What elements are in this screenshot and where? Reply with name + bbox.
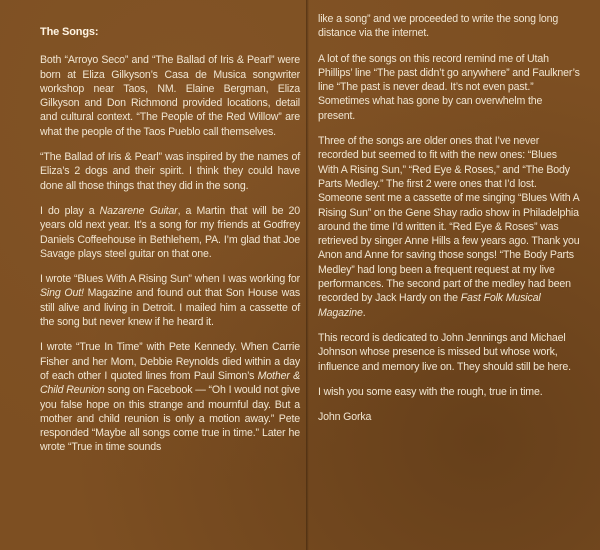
text-segment: , a Martin that will be 20 years old next year. It’s a song for my friends at Godfrey Daniels Coffeehouse in Bethlehem, PA. I’m glad that Joe Savage plays steel guitar on that one.	[40, 204, 300, 260]
paragraph-arroyo-seco: Both “Arroyo Seco” and “The Ballad of Iris & Pearl” were born at Eliza Gilkyson’s Casa de Musica songwriter workshop near Taos, NM. Elaine Bergman, Eliza Gilkyson and Don Richmond provided locations, detail and cultural context. “The People of the Red Willow” are what the people of the Taos Pueblo call themselves.	[40, 54, 300, 138]
left-column	[40, 12, 300, 466]
italic-title: Fast Folk Musical Magazine	[318, 292, 541, 319]
text-segment: Magazine and found out that Son House was still alive and living in Detroit. I mailed him a cassette of the song but never knew if he heard it.	[40, 287, 300, 329]
paragraph-nazarene-guitar	[40, 204, 300, 261]
right-column	[318, 12, 580, 435]
text-segment: .	[362, 306, 366, 319]
paragraph-closing-wish: I wish you some easy with the rough, true in time.	[318, 385, 543, 398]
paragraph-true-in-time	[40, 340, 300, 454]
paragraph-older-songs	[318, 134, 580, 320]
section-heading: The Songs:	[40, 26, 99, 38]
page-fold	[306, 0, 309, 550]
italic-title: Mother & Child Reunion	[40, 369, 301, 397]
italic-title: Nazarene Guitar	[99, 204, 178, 217]
paragraph-dedication: This record is dedicated to John Jennings and Michael Johnson whose presence is missed but whose work, influence and memory live on. They should still be here.	[318, 331, 571, 373]
signature: John Gorka	[318, 411, 372, 424]
paragraph-rising-sun	[40, 272, 300, 329]
italic-title: Sing Out!	[40, 287, 84, 300]
paragraph-continuation: like a song” and we proceeded to write the song long distance via the internet.	[318, 13, 559, 40]
text-segment: I wrote “Blues With A Rising Sun” when I was working for	[40, 273, 300, 286]
paragraph-past: A lot of the songs on this record remind me of Utah Phillips’ line “The past didn’t go anywhere” and Faulkner’s line “The past is never dead. It’s not even past.” Sometimes what has gone by can overwhelm the present.	[318, 52, 580, 122]
text-segment: song on Facebook — “Oh I would not give you false hope on this strange and mournful day. But a mother and child reunion is only a motion away.” Pete responded “Maybe all songs come true in time.” Later he wrote “True in time sounds	[40, 384, 300, 454]
paragraph-iris-pearl: “The Ballad of Iris & Pearl” was inspired by the names of Eliza’s 2 dogs and their spirit. I think they could have done all those things that they did in the song.	[40, 151, 300, 192]
text-segment: I do play a	[40, 204, 100, 217]
text-segment: Three of the songs are older ones that I’ve never recorded but seemed to fit with the new ones: “Blues With A Rising Sun,” “Red Eye & Roses,” and “The Body Parts Medley.” The first 2 were ones that I’d lost. Someone sent me a cassette of me singing “Blues With A Rising Sun” on the Gene Shay radio show in Philadelphia around the time I’d written it. “Red Eye & Roses” was retrieved by singer Anne Hills a few years ago. Thank you Anon and Anne for saving those songs! “The Body Parts Medley” had long been a frequent request at my live performances. The second part of the medley had been recorded by Jack Hardy on the	[318, 135, 580, 305]
text-segment: I wrote “True In Time” with Pete Kennedy. When Carrie Fisher and her Mom, Debbie Reynolds died within a day of each other I quoted lines from Paul Simon’s	[40, 341, 300, 382]
